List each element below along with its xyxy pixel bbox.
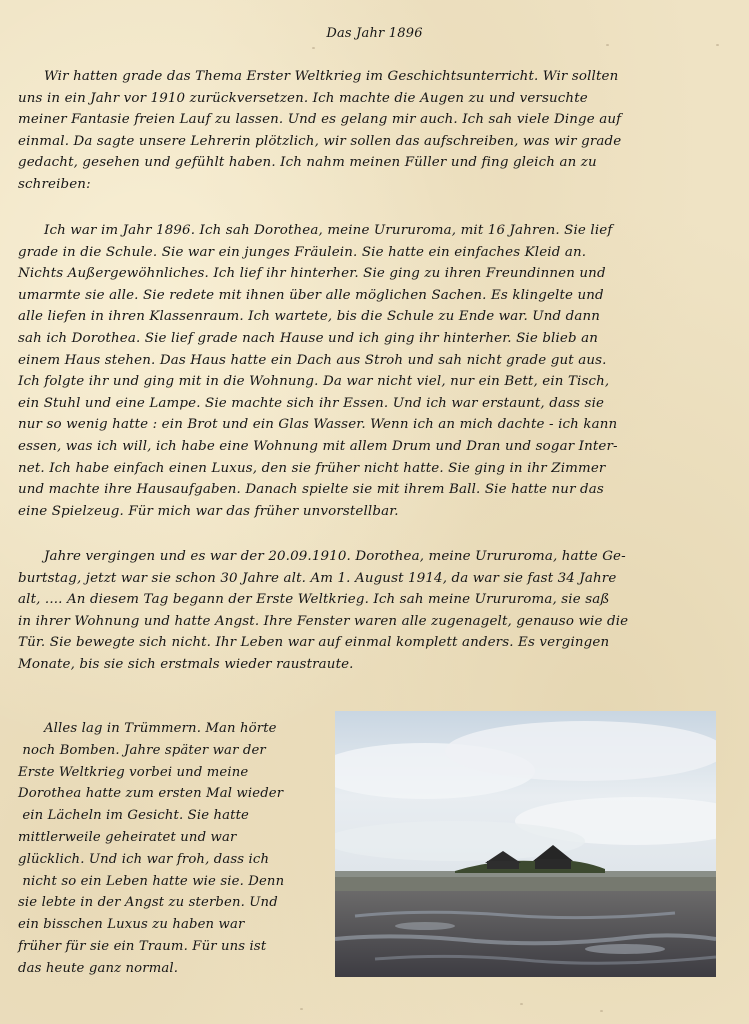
text-line: mittlerweile geheiratet und war [18,829,237,845]
paper-speck [312,47,315,49]
text-line: sah ich Dorothea. Sie lief grade nach Hause und ich ging ihr hinterher. Sie blieb an [18,330,599,346]
text-line: burtstag, jetzt war sie schon 30 Jahre alt. Am 1. August 1914, da war sie fast 34 Jahre [18,570,617,586]
text-line: Ich war im Jahr 1896. Ich sah Dorothea, meine Urururoma, mit 16 Jahren. Sie lief [44,223,613,238]
landscape-photo [335,711,716,977]
text-line: schreiben: [18,176,91,192]
text-line: Alles lag in Trümmern. Man hörte [44,721,277,736]
landscape-photo-drawing [335,711,716,977]
page-title: Das Jahr 1896 [326,26,423,41]
text-line: einmal. Da sagte unsere Lehrerin plötzlich, wir sollen das aufschreiben, was wir grade [18,133,622,149]
text-line: Wir hatten grade das Thema Erster Weltkrieg im Geschichtsunterricht. Wir sollten [44,69,619,84]
text-line: in ihrer Wohnung und hatte Angst. Ihre Fenster waren alle zugenagelt, genauso wie die [18,613,629,629]
paragraph-after-war [18,718,333,980]
text-line: grade in die Schule. Sie war ein junges Fräulein. Sie hatte ein einfaches Kleid an. [18,244,587,260]
paper-speck [716,44,719,46]
text-line: ein bisschen Luxus zu haben war [18,917,245,933]
text-line: ein Stuhl und eine Lampe. Sie machte sich ihr Essen. Und ich war erstaunt, dass sie [18,395,605,411]
text-line: meiner Fantasie freien Lauf zu lassen. Und es gelang mir auch. Ich sah viele Dinge auf [18,112,622,128]
text-line: uns in ein Jahr vor 1910 zurückversetzen. Ich machte die Augen zu und versuchte [18,90,588,106]
text-line: Tür. Sie bewegte sich nicht. Ihr Leben war auf einmal komplett anders. Es vergingen [18,635,610,651]
paragraph-intro [18,66,730,196]
paragraph-1910 [18,546,730,676]
paragraph-1896 [18,220,730,522]
text-line: Nichts Außergewöhnliches. Ich lief ihr hinterher. Sie ging zu ihren Freundinnen und [18,266,606,282]
text-line: das heute ganz normal. [18,960,179,976]
text-line: glücklich. Und ich war froh, dass ich [18,851,270,867]
text-line: Ich folgte ihr und ging mit in die Wohnung. Da war nicht viel, nur ein Bett, ein Tisch, [18,374,610,390]
paper-speck [606,44,609,46]
text-line: sie lebte in der Angst zu sterben. Und [18,895,278,911]
text-line: net. Ich habe einfach einen Luxus, den sie früher nicht hatte. Sie ging in ihr Zimmer [18,460,606,476]
paper-speck [300,1008,303,1010]
text-line: umarmte sie alle. Sie redete mit ihnen über alle möglichen Sachen. Es klingelte und [18,287,604,303]
text-line: und machte ihre Hausaufgaben. Danach spielte sie mit ihrem Ball. Sie hatte nur das [18,482,604,498]
text-line: Jahre vergingen und es war der 20.09.1910. Dorothea, meine Urururoma, hatte Ge- [44,549,626,564]
text-line: Dorothea hatte zum ersten Mal wieder [18,786,284,802]
paper-speck [600,1010,603,1012]
text-line: früher für sie ein Traum. Für uns ist [18,938,267,954]
text-line: eine Spielzeug. Für mich war das früher unvorstellbar. [18,503,399,519]
text-line: Monate, bis sie sich erstmals wieder raustraute. [18,656,354,672]
paper-speck [520,1003,523,1005]
text-line: gedacht, gesehen und gefühlt haben. Ich nahm meinen Füller und fing gleich an zu [18,155,597,171]
text-line: alt, .... An diesem Tag begann der Erste Weltkrieg. Ich sah meine Urururoma, sie saß [18,592,610,608]
text-line: nur so wenig hatte : ein Brot und ein Glas Wasser. Wenn ich an mich dachte - ich kann [18,417,618,433]
text-line: alle liefen in ihren Klassenraum. Ich wartete, bis die Schule zu Ende war. Und dann [18,309,601,325]
text-line: Erste Weltkrieg vorbei und meine [18,764,249,780]
text-line: noch Bomben. Jahre später war der [18,742,266,758]
text-line: einem Haus stehen. Das Haus hatte ein Dach aus Stroh und sah nicht grade gut aus. [18,352,607,368]
text-line: nicht so ein Leben hatte wie sie. Denn [18,873,285,889]
text-line: ein Lächeln im Gesicht. Sie hatte [18,808,250,824]
text-line: essen, was ich will, ich habe eine Wohnung mit allem Drum und Dran und sogar Inter- [18,438,618,454]
